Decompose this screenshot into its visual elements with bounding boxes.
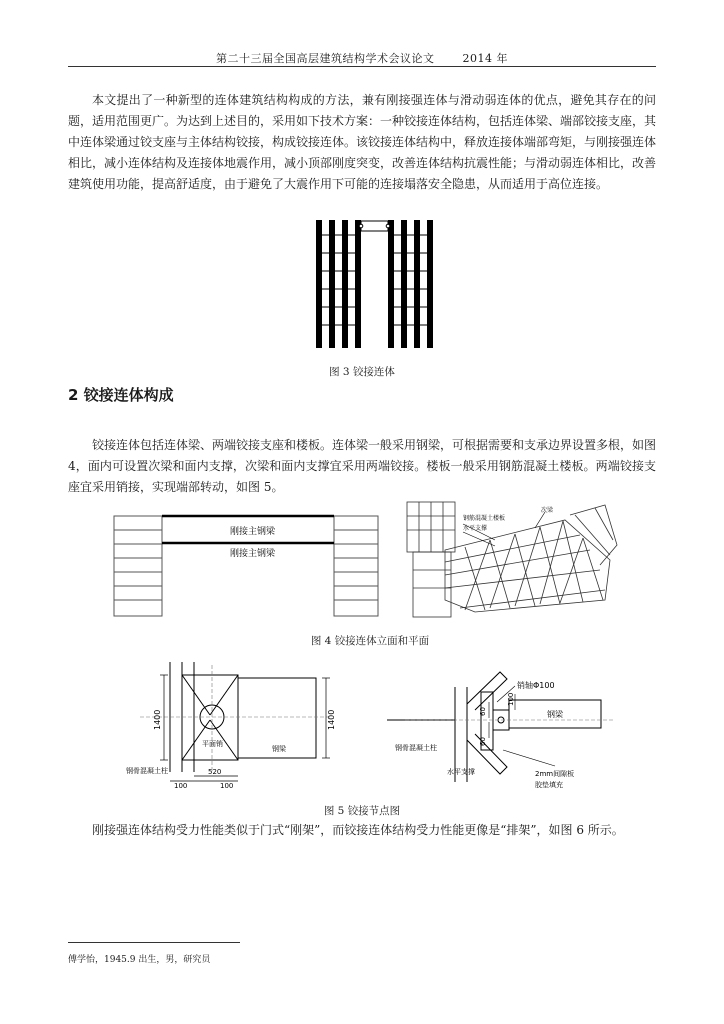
- fig5-steel-beam-label-right: 钢梁: [547, 710, 563, 719]
- fig5-gap-note-2: 胶垫填充: [535, 781, 563, 789]
- fig5-gap-note-1: 2mm间隙板: [535, 770, 575, 778]
- fig4-bottom-beam-label: 刚接主钢梁: [230, 549, 276, 559]
- fig4-caption: 图 4 铰接连体立面和平面: [310, 635, 430, 647]
- fig5-dim-1400-left: 1400: [153, 709, 162, 730]
- footnote-rule: [68, 942, 240, 943]
- fig5-right-dim-100: 100: [507, 692, 515, 706]
- figure-5-left: [120, 660, 345, 790]
- figure-5-right: [385, 662, 625, 792]
- figure-4-elevation: [112, 510, 382, 622]
- fig5-right-dim-60b: 60: [479, 737, 487, 746]
- section2-paragraph: 铰接连体包括连体梁、两端铰接支座和楼板。连体梁一般采用钢梁，可根据需要和支承边界设置多根，如图 4，面内可设置次梁和面内支撑，次梁和面内支撑宜采用两端铰接。楼板一般采用钢筋混凝土楼板。两端铰接支座宜采用销接，实现端部转动，如图 5。: [68, 438, 657, 494]
- section-heading: 2 铰接连体构成: [68, 386, 174, 404]
- fig5-horizontal-brace-label: 水平支撑: [447, 768, 475, 776]
- header-rule: [68, 66, 656, 67]
- fig4-top-beam-label: 刚接主钢梁: [230, 527, 276, 537]
- fig4-plan-label-brace: 水平支撑: [463, 525, 488, 532]
- right-tower: [388, 220, 433, 348]
- fig5-dim-100b: 100: [220, 782, 234, 790]
- header-title: 第二十三届全国高层建筑结构学术会议论文: [216, 52, 435, 65]
- fig5-caption: 图 5 铰接节点图: [323, 805, 401, 817]
- footnote: 傅学怡，1945.9 出生，男，研究员: [68, 955, 211, 965]
- closing-paragraph: 刚接强连体结构受力性能类似于门式“刚架”，而铰接连体结构受力性能更像是“排架”，如图 6 所示。: [92, 823, 624, 837]
- fig5-dim-1400-right: 1400: [327, 709, 336, 730]
- header-year: 2014 年: [462, 52, 508, 65]
- fig5-steel-beam-label-left: 钢梁: [272, 745, 286, 753]
- left-tower: [316, 220, 361, 348]
- fig5-dim-520: 520: [208, 768, 222, 776]
- fig4-plan-label-slab: 钢筋混凝土楼板: [463, 515, 506, 522]
- figure-3: [300, 215, 440, 355]
- fig5-pin-label: 销轴Φ100: [517, 681, 555, 690]
- fig5-column-label-right: 钢骨混凝土柱: [395, 744, 437, 752]
- fig5-column-label-left: 钢骨混凝土柱: [126, 767, 168, 775]
- fig5-right-dim-60a: 60: [479, 707, 487, 716]
- figure-4-plan: [405, 500, 620, 625]
- intro-paragraph: 本文提出了一种新型的连体建筑结构构成的方法，兼有刚接强连体与滑动弱连体的优点，避免其存在的问题，适用范围更广。为达到上述目的，采用如下技术方案：一种铰接连体结构，包括连体梁、端部铰接支座，其中连体梁通过铰支座与主体结构铰接，构成铰接连体。该铰接连体结构中，释放连接体端部弯矩，与刚接强连体相比，减小连体结构及连接体地震作用，减小顶部刚度突变，改善连体结构抗震性能；与滑动弱连体相比，改善建筑使用功能，提高舒适度，由于避免了大震作用下可能的连接塌落安全隐患，从而适用于高位连接。: [68, 93, 657, 191]
- fig4-plan-label-secondary-beam: 次梁: [541, 507, 554, 514]
- fig3-caption: 图 3 铰接连体: [329, 366, 395, 378]
- running-header: [68, 50, 656, 66]
- fig5-pin-plate-label: 平面销: [202, 740, 223, 748]
- fig5-dim-100a: 100: [174, 782, 188, 790]
- hinged-link-bridge: [359, 221, 390, 231]
